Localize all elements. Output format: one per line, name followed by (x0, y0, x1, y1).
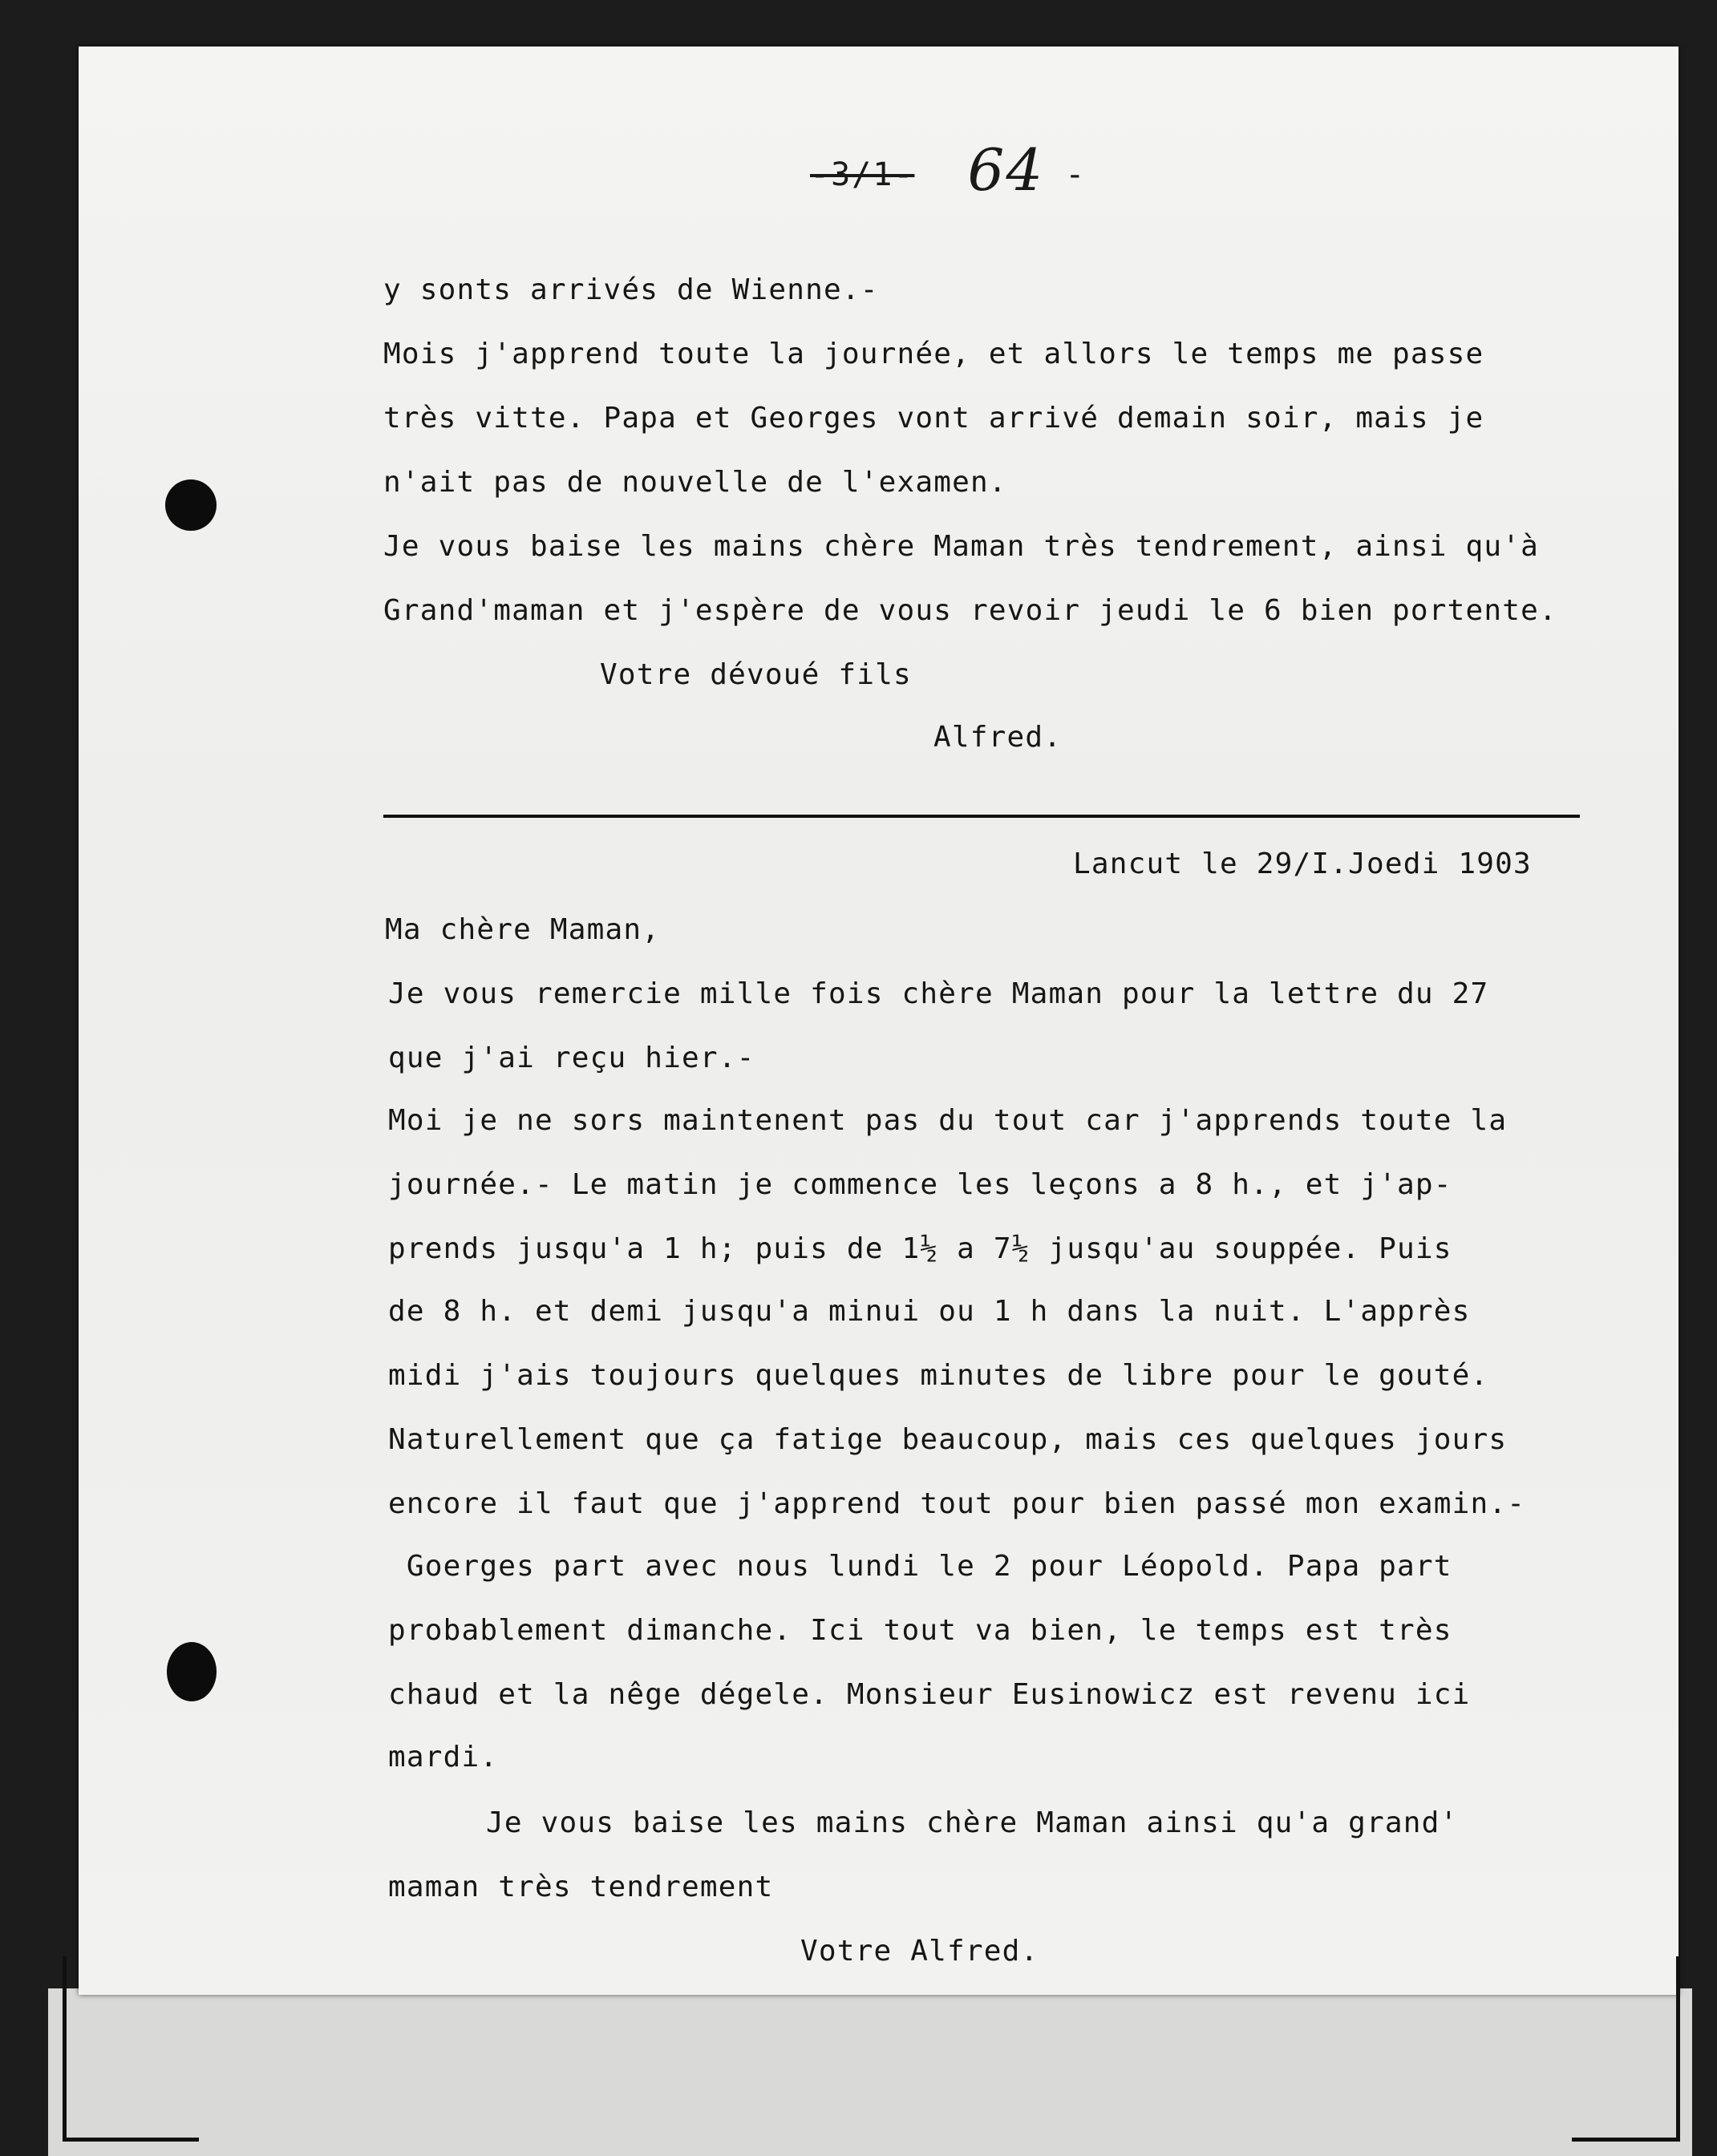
letter2-line-9: encore il faut que j'apprend tout pour bien passé mon examin.- (388, 1487, 1526, 1520)
letter2-closing-line-2: maman très tendrement (388, 1871, 774, 1903)
letter2-line-13: mardi. (388, 1741, 499, 1774)
corner-mark-left (63, 1956, 67, 2141)
letter2-line-10: Goerges part avec nous lundi le 2 pour Léopold. Papa part (388, 1550, 1452, 1583)
letter2-signature: Votre Alfred. (800, 1935, 1039, 1968)
letter1-line-1: y sonts arrivés de Wienne.- (383, 273, 879, 306)
letter1-line-6: Grand'maman et j'espère de vous revoir jeudi le 6 bien portente. (383, 594, 1557, 627)
letter2-salutation: Ma chère Maman, (385, 913, 661, 946)
letter1-signature: Alfred. (933, 721, 1063, 754)
letter2-line-11: probablement dimanche. Ici tout va bien, le temps est très (388, 1614, 1452, 1647)
letter2-line-7: midi j'ais toujours quelques minutes de libre pour le gouté. (388, 1359, 1489, 1392)
corner-mark-right-base (1572, 2138, 1680, 2142)
letter2-line-2: que j'ai reçu hier.- (388, 1042, 755, 1074)
letter2-line-12: chaud et la nêge dégele. Monsieur Eusinowicz est revenu ici (388, 1678, 1471, 1711)
handwritten-page-number: 64 (967, 136, 1045, 204)
punch-hole-bottom (167, 1642, 217, 1701)
punch-hole-top (165, 479, 217, 531)
letter1-line-2: Mois j'apprend toute la journée, et allors le temps me passe (383, 338, 1484, 370)
letter2-closing-line-1: Je vous baise les mains chère Maman ainsi qu'a grand' (486, 1806, 1459, 1839)
struck-page-number: -3/1- (810, 156, 915, 193)
corner-mark-left-base (63, 2138, 199, 2142)
letter2-line-4: journée.- Le matin je commence les leçons a 8 h., et j'ap- (388, 1168, 1452, 1201)
letter-divider (383, 815, 1580, 818)
letter1-line-3: très vitte. Papa et Georges vont arrivé demain soir, mais je (383, 402, 1484, 435)
letter1-line-5: Je vous baise les mains chère Maman très tendrement, ainsi qu'à (383, 530, 1540, 563)
letter2-line-5: prends jusqu'a 1 h; puis de 1½ a 7½ jusqu'au souppée. Puis (388, 1232, 1452, 1265)
corner-mark-right (1676, 1956, 1680, 2141)
letter1-closing: Votre dévoué fils (600, 658, 912, 691)
letter2-line-6: de 8 h. et demi jusqu'a minui ou 1 h dans la nuit. L'apprès (388, 1295, 1471, 1328)
letter2-line-3: Moi je ne sors maintenent pas du tout car j'apprends toute la (388, 1104, 1508, 1137)
letter2-date: Lancut le 29/I.Joedi 1903 (1073, 847, 1532, 880)
page-number (810, 136, 1086, 204)
underlying-sheet (48, 1988, 1692, 2156)
letter2-line-1: Je vous remercie mille fois chère Maman pour la lettre du 27 (388, 977, 1489, 1010)
letter2-line-8: Naturellement que ça fatige beaucoup, mais ces quelques jours (388, 1423, 1508, 1456)
page-number-dash: - (1065, 156, 1087, 193)
letter1-line-4: n'ait pas de nouvelle de l'examen. (383, 466, 1007, 499)
